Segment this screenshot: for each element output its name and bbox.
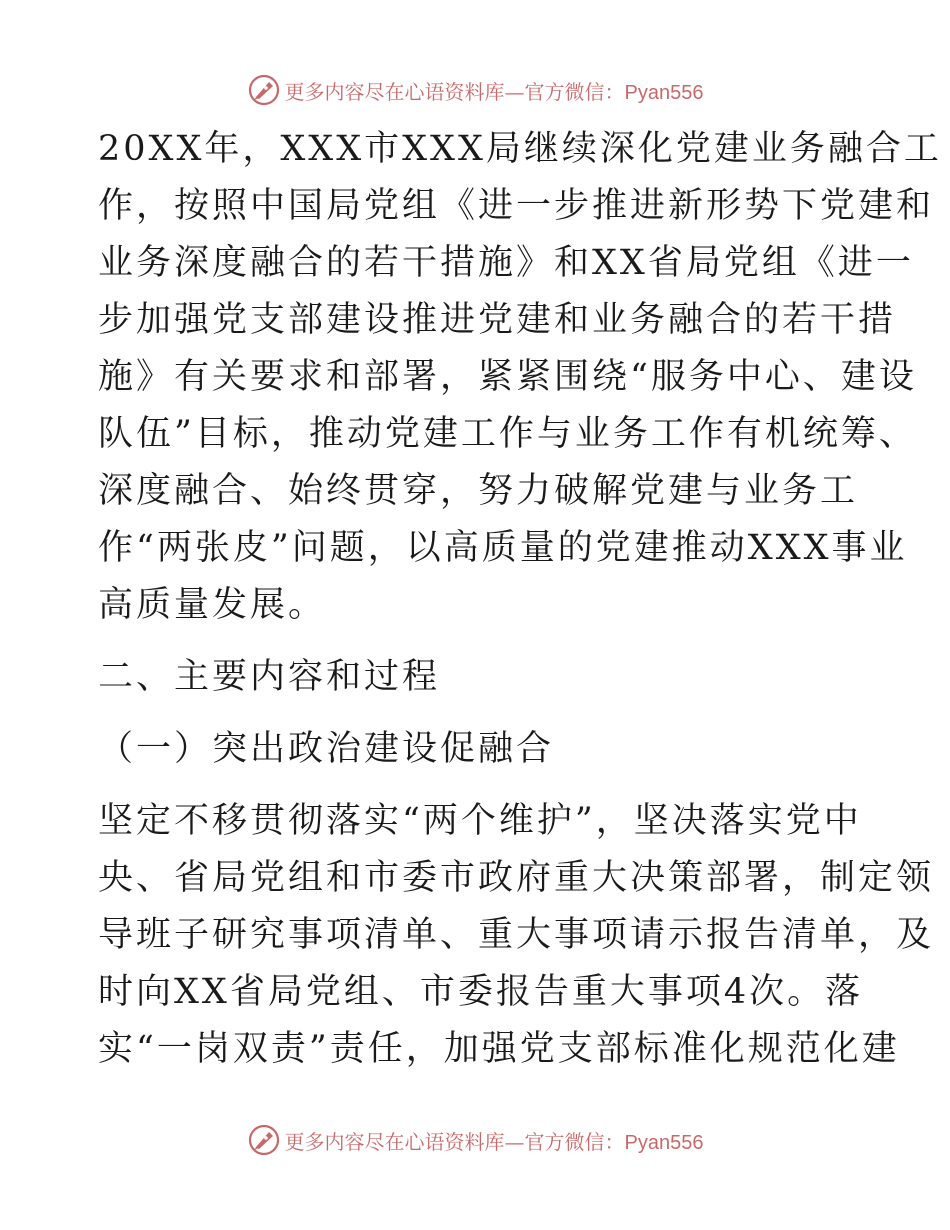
section-heading: 二、主要内容和过程 xyxy=(98,657,441,697)
watermark-text: 更多内容尽在心语资料库—官方微信：Pyan556 xyxy=(284,1129,704,1154)
text-line: 实“一岗双责”责任，加强党支部标准化规范化建 xyxy=(98,1029,900,1069)
text-line: 业务深度融合的若干措施》和XX省局党组《进一 xyxy=(98,243,914,283)
text-line: 时向XX省局党组、市委报告重大事项4次。落 xyxy=(98,972,864,1012)
text-line: 央、省局党组和市委市政府重大决策部署，制定领 xyxy=(98,858,935,898)
header-watermark xyxy=(0,70,950,110)
footer-watermark xyxy=(0,1120,950,1160)
text-line: 队伍”目标，推动党建工作与业务工作有机统筹、 xyxy=(98,414,917,454)
document-body xyxy=(98,121,942,1078)
text-line: 20XX年，XXX市XXX局继续深化党建业务融合工 xyxy=(98,129,942,169)
text-line: 坚定不移贯彻落实“两个维护”，坚决落实党中 xyxy=(98,801,862,841)
text-line: 作，按照中国局党组《进一步推进新形势下党建和 xyxy=(98,186,935,226)
text-line: 导班子研究事项清单、重大事项请示报告清单，及 xyxy=(98,915,935,955)
watermark-text: 更多内容尽在心语资料库—官方微信：Pyan556 xyxy=(284,79,704,104)
subsection-heading: （一）突出政治建设促融合 xyxy=(98,729,555,769)
text-line: 高质量发展。 xyxy=(98,585,327,625)
pen-nib-logo-icon xyxy=(247,1123,281,1157)
text-line: 作“两张皮”问题，以高质量的党建推动XXX事业 xyxy=(98,528,908,568)
text-line: 施》有关要求和部署，紧紧围绕“服务中心、建设 xyxy=(98,357,917,397)
text-line: 步加强党支部建设推进党建和业务融合的若干措 xyxy=(98,300,897,340)
intro-paragraph xyxy=(98,121,942,634)
pen-nib-logo-icon xyxy=(247,73,281,107)
political-building-paragraph xyxy=(98,793,935,1078)
text-line: 深度融合、始终贯穿，努力破解党建与业务工 xyxy=(98,471,859,511)
